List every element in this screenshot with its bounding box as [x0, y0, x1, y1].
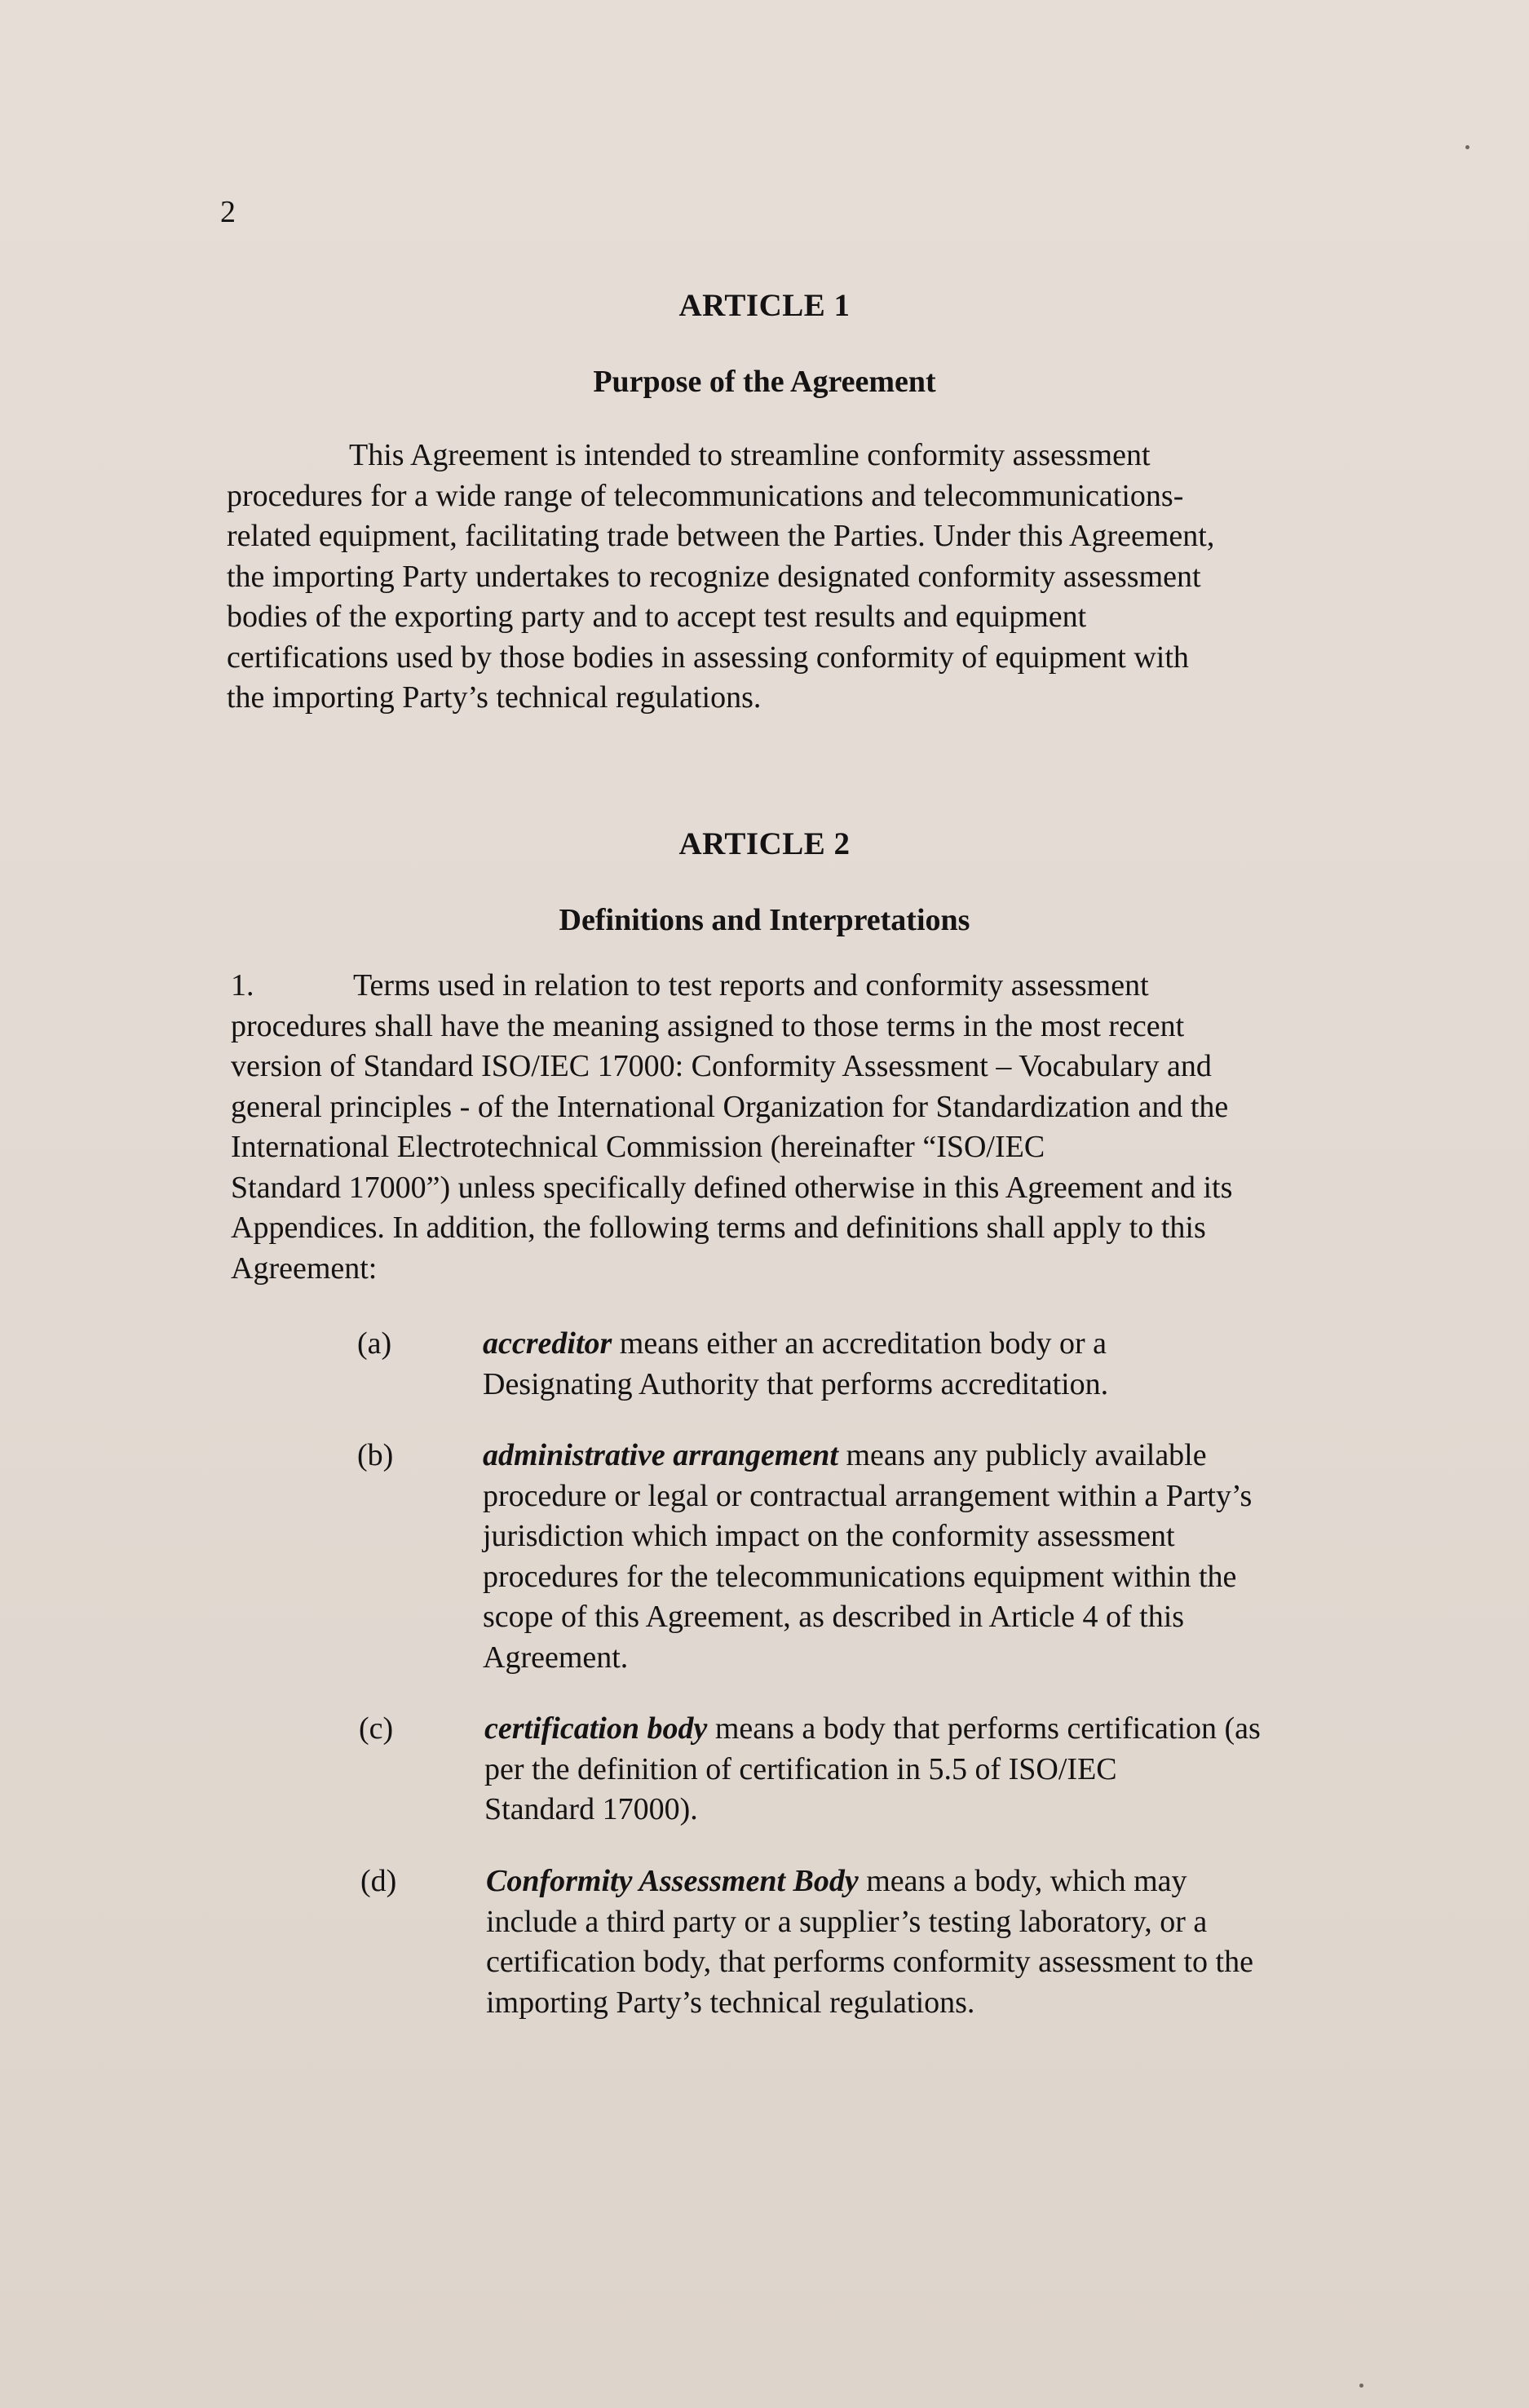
definition-label: (c) [359, 1711, 394, 1746]
page-number: 2 [220, 195, 236, 229]
article-2-paragraph [231, 966, 1356, 1289]
definition-label: (d) [360, 1864, 397, 1898]
definition-text: means a body, which may [858, 1864, 1187, 1898]
paragraph-line [231, 966, 1356, 1007]
definition-line: per the definition of certification in 5.5 of ISO/IEC [484, 1751, 1117, 1786]
definition-line: importing Party’s technical regulations. [486, 1985, 975, 2020]
paragraph-line: International Electrotechnical Commission (hereinafter “ISO/IEC [231, 1130, 1045, 1164]
definition-line: procedures for the telecommunications equipment within the [483, 1559, 1237, 1594]
paragraph-line: certifications used by those bodies in assessing conformity of equipment with [227, 640, 1189, 675]
paragraph-line: related equipment, facilitating trade between the Parties. Under this Agreement, [227, 519, 1215, 553]
definition-body [486, 1861, 1383, 2023]
defined-term: accreditor [483, 1326, 612, 1361]
definition-label: (b) [357, 1438, 394, 1472]
paragraph-line: Standard 17000”) unless specifically defined otherwise in this Agreement and its [231, 1170, 1233, 1205]
definition-text: means a body that performs certification (as [707, 1711, 1261, 1746]
defined-term: Conformity Assessment Body [486, 1864, 859, 1898]
article-2-title: ARTICLE 2 [678, 826, 851, 861]
definition-line [483, 1436, 1380, 1476]
paragraph-line: bodies of the exporting party and to accept test results and equipment [227, 600, 1087, 634]
definition-line: jurisdiction which impact on the conformity assessment [483, 1519, 1175, 1553]
definition-line [484, 1709, 1381, 1750]
paragraph-line: Appendices. In addition, the following terms and definitions shall apply to this [231, 1211, 1206, 1245]
defined-term: certification body [484, 1711, 708, 1746]
definition-line [483, 1324, 1380, 1365]
article-1-subtitle: Purpose of the Agreement [593, 365, 936, 399]
article-2-subtitle: Definitions and Interpretations [559, 903, 970, 937]
paragraph-line-text: Terms used in relation to test reports and conformity assessment [353, 968, 1149, 1003]
defined-term: administrative arrangement [483, 1438, 838, 1472]
definition-label: (a) [357, 1326, 392, 1361]
paragraph-line: procedures for a wide range of telecommunications and telecommunications- [227, 478, 1184, 513]
definition-line: Standard 17000). [484, 1792, 698, 1826]
definition-line [486, 1861, 1383, 1902]
article-1-title: ARTICLE 1 [678, 288, 851, 323]
definition-line: certification body, that performs conformity assessment to the [486, 1945, 1253, 1979]
definition-body [484, 1709, 1381, 1830]
definition-body [483, 1324, 1380, 1405]
paragraph-number: 1. [231, 968, 254, 1003]
paper-speck [1359, 2384, 1363, 2388]
paragraph-line: Agreement: [231, 1250, 378, 1286]
paragraph-line: version of Standard ISO/IEC 17000: Conformity Assessment – Vocabulary and [231, 1049, 1212, 1083]
paper-speck [1465, 145, 1469, 149]
paragraph-line: procedures shall have the meaning assigned to those terms in the most recent [231, 1008, 1185, 1043]
definition-text: means any publicly available [837, 1438, 1207, 1472]
definition-line: procedure or legal or contractual arrangement within a Party’s [483, 1478, 1253, 1513]
definition-body [483, 1436, 1380, 1678]
paragraph-line: This Agreement is intended to streamline conformity assessment [349, 438, 1151, 472]
definition-text: means either an accreditation body or a [612, 1326, 1107, 1361]
paragraph-line: the importing Party undertakes to recognize designated conformity assessment [227, 559, 1201, 594]
paragraph-line: the importing Party’s technical regulations. [227, 680, 762, 715]
definition-line: scope of this Agreement, as described in Article 4 of this [483, 1600, 1185, 1634]
article-1-paragraph [227, 436, 1336, 719]
definition-line: Agreement. [483, 1640, 629, 1675]
paragraph-line: general principles - of the International Organization for Standardization and the [231, 1089, 1229, 1124]
definition-line: include a third party or a supplier’s testing laboratory, or a [486, 1904, 1208, 1939]
definition-line: Designating Authority that performs accreditation. [483, 1366, 1109, 1401]
